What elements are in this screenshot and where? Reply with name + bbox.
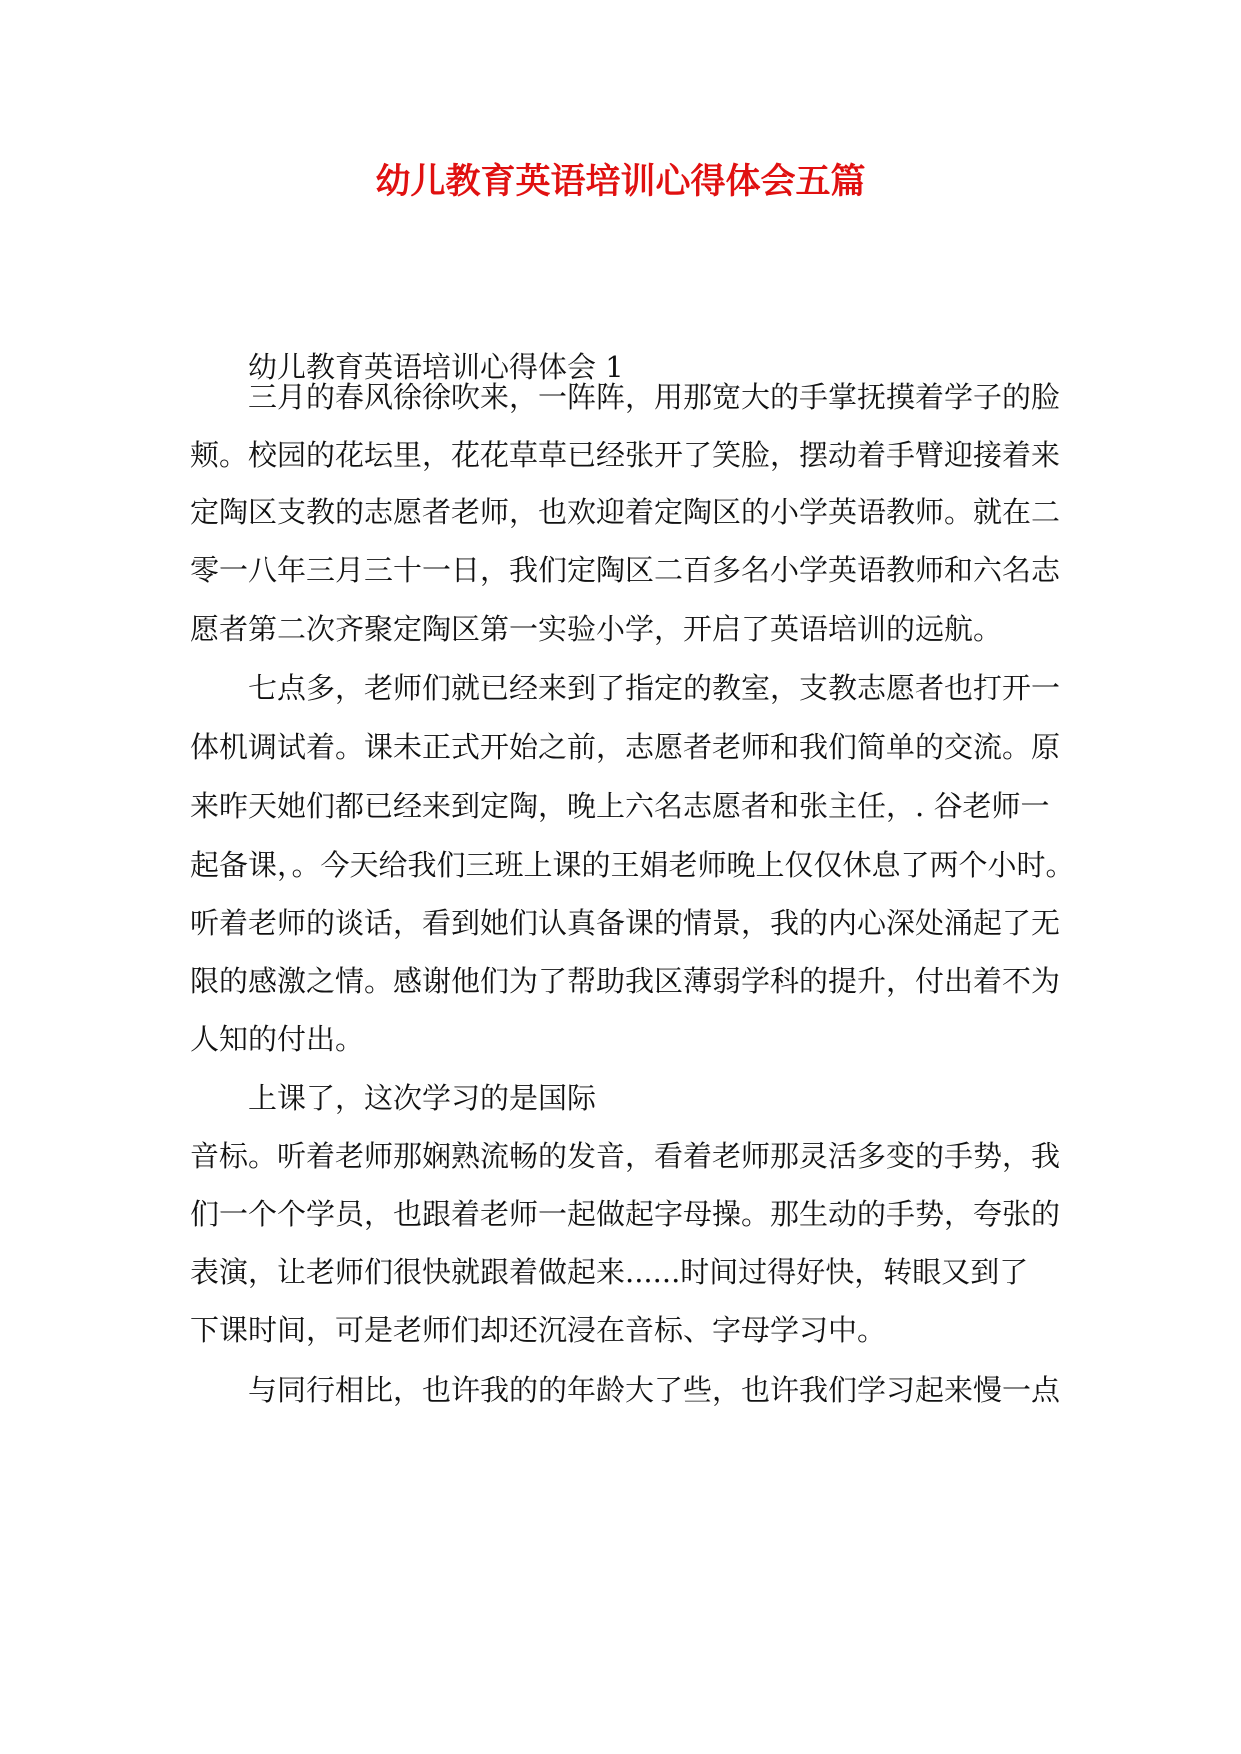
paragraph-line: 愿者第二次齐聚定陶区第一实验小学，开启了英语培训的远航。 <box>190 612 1003 646</box>
paragraph-line: 来昨天她们都已经来到定陶，晚上六名志愿者和张主任，. 谷老师一 <box>190 789 1050 823</box>
paragraph-line: 零一八年三月三十一日，我们定陶区二百多名小学英语教师和六名志 <box>190 553 1061 587</box>
paragraph-line: 们一个个学员，也跟着老师一起做起字母操。那生动的手势，夸张的 <box>190 1197 1061 1231</box>
paragraph-line: 限的感激之情。感谢他们为了帮助我区薄弱学科的提升，付出着不为 <box>190 964 1061 998</box>
paragraph-line: 音标。听着老师那娴熟流畅的发音，看着老师那灵活多变的手势，我 <box>190 1139 1061 1173</box>
paragraph-line: 下课时间，可是老师们却还沉浸在音标、字母学习中。 <box>190 1313 887 1347</box>
paragraph-line: 体机调试着。课未正式开始之前，志愿者老师和我们简单的交流。原 <box>190 730 1061 764</box>
paragraph-line: 起备课，。今天给我们三班上课的王娟老师晚上仅仅休息了两个小时。 <box>190 848 1075 882</box>
paragraph-line: 上课了，这次学习的是国际 <box>248 1081 597 1115</box>
paragraph-line: 三月的春风徐徐吹来，一阵阵，用那宽大的手掌抚摸着学子的脸 <box>248 380 1061 414</box>
section-heading: 幼儿教育英语培训心得体会 1 <box>248 350 624 384</box>
paragraph-line: 七点多，老师们就已经来到了指定的教室，支教志愿者也打开一 <box>248 671 1061 705</box>
paragraph-line: 人知的付出。 <box>190 1022 365 1056</box>
document-title: 幼儿教育英语培训心得体会五篇 <box>375 161 866 202</box>
paragraph-line: 表演，让老师们很快就跟着做起来......时间过得好快，转眼又到了 <box>190 1255 1029 1289</box>
paragraph-line: 颊。校园的花坛里，花花草草已经张开了笑脸，摆动着手臂迎接着来 <box>190 438 1061 472</box>
paragraph-line: 定陶区支教的志愿者老师，也欢迎着定陶区的小学英语教师。就在二 <box>190 495 1061 529</box>
paragraph-line: 与同行相比，也许我的的年龄大了些，也许我们学习起来慢一点 <box>248 1373 1061 1407</box>
paragraph-line: 听着老师的谈话，看到她们认真备课的情景，我的内心深处涌起了无 <box>190 906 1061 940</box>
